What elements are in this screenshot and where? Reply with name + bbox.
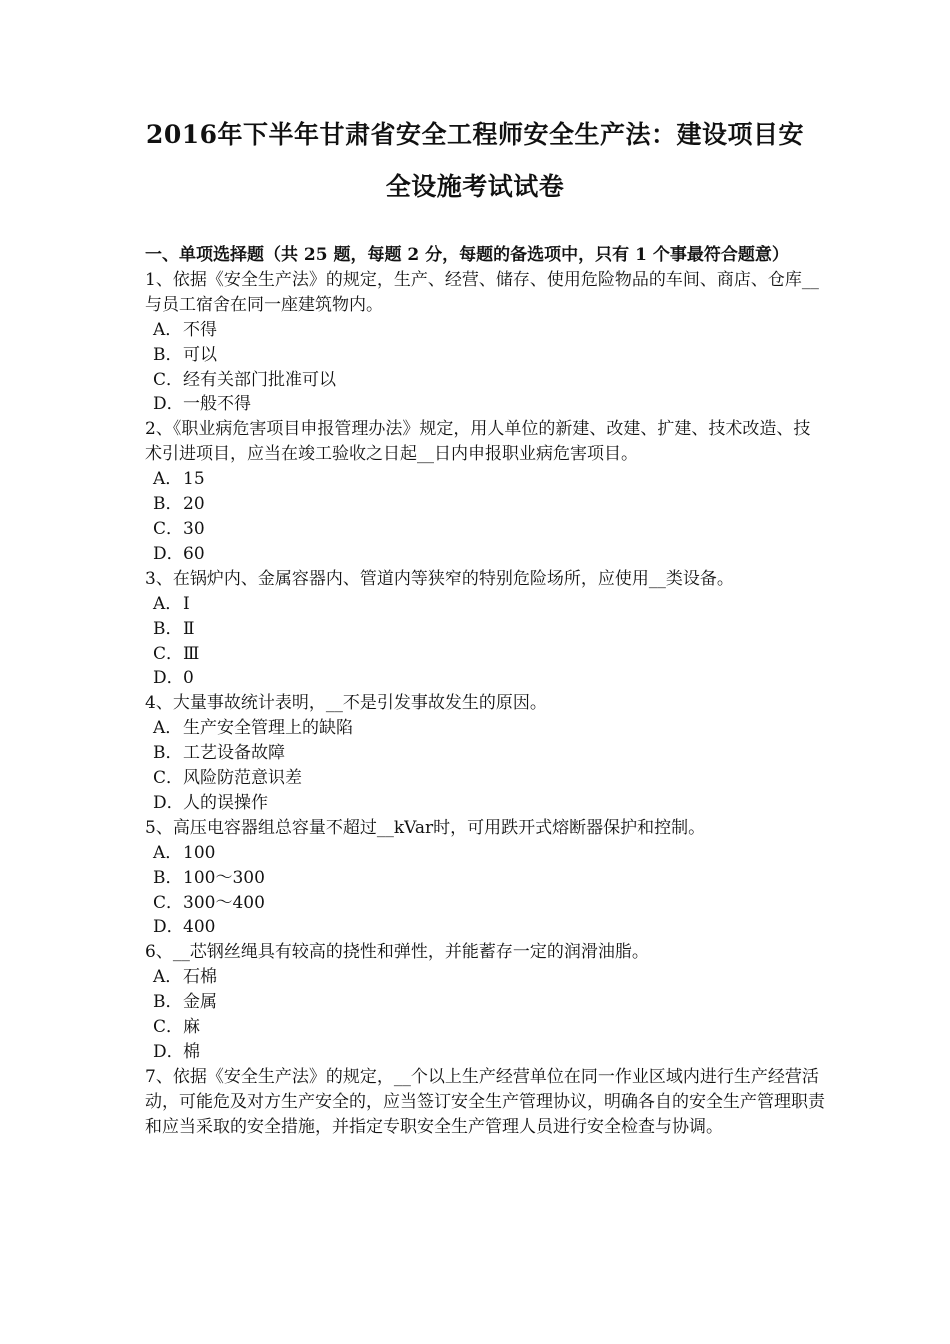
option (145, 617, 825, 642)
option (145, 915, 825, 940)
option-label: A． (153, 842, 183, 863)
option-text: 400 (183, 917, 216, 938)
question-text: 6、__芯钢丝绳具有较高的挠性和弹性，并能蓄存一定的润滑油脂。 (145, 942, 649, 963)
option-label: D． (153, 792, 184, 813)
option-text: 麻 (183, 1017, 200, 1038)
option (145, 368, 825, 393)
option (145, 343, 825, 368)
option-text: 300～400 (183, 892, 265, 913)
option (145, 642, 825, 667)
option (145, 492, 825, 517)
option-label: A． (153, 718, 183, 739)
option-label: C． (153, 892, 184, 913)
option (145, 741, 825, 766)
question-text: 4、大量事故统计表明，__不是引发事故发生的原因。 (145, 693, 547, 714)
question-text: 7、依据《安全生产法》的规定，__个以上生产经营单位在同一作业区域内进行生产经营活动，可能危及对方生产安全的，应当签订安全生产管理协议，明确各自的安全生产管理职责和应当采取的安全措施，并指定专职安全生产管理人员进行安全检查与协调。 (145, 1066, 825, 1137)
section-heading: 一、单项选择题（共 25 题，每题 2 分，每题的备选项中，只有 1 个事最符合题意） (145, 245, 789, 265)
option-text: 生产安全管理上的缺陷 (183, 718, 353, 739)
option-label: C． (153, 1017, 184, 1038)
option (145, 318, 825, 343)
option-text: Ⅱ (183, 618, 195, 639)
option-label: A． (153, 967, 183, 988)
option-label: D． (153, 668, 184, 689)
option (145, 766, 825, 791)
option-label: A． (153, 593, 183, 614)
option-text: Ⅲ (183, 643, 200, 664)
option (145, 866, 825, 891)
option-text: 100～300 (183, 867, 265, 888)
option-label: B． (153, 867, 183, 888)
option-label: D． (153, 1042, 184, 1062)
option-text: 30 (183, 518, 205, 539)
option (145, 392, 825, 417)
option-label: C． (153, 643, 184, 664)
option-label: C． (153, 518, 184, 539)
option-text: Ⅰ (183, 593, 190, 614)
document-title-line-1: 2016年下半年甘肃省安全工程师安全生产法：建设项目安 (145, 120, 805, 149)
option-label: A． (153, 469, 183, 490)
option-text: 风险防范意识差 (183, 768, 302, 789)
option (145, 1040, 825, 1065)
option (145, 1015, 825, 1040)
option-label: B． (153, 494, 183, 515)
option-text: 石棉 (183, 967, 217, 988)
option-text: 20 (183, 494, 205, 515)
question-text: 5、高压电容器组总容量不超过__kVar时，可用跌开式熔断器保护和控制。 (145, 817, 706, 838)
option-label: C． (153, 369, 184, 390)
option-label: B． (153, 618, 183, 639)
option (145, 517, 825, 542)
option-text: 可以 (183, 344, 217, 365)
option (145, 592, 825, 617)
question-text: 3、在锅炉内、金属容器内、管道内等狭窄的特别危险场所，应使用__类设备。 (145, 568, 734, 589)
option-label: D． (153, 917, 184, 938)
option (145, 891, 825, 916)
option (145, 965, 825, 990)
option-label: D． (153, 394, 184, 415)
option (145, 791, 825, 816)
document-title-line-2: 全设施考试试卷 (385, 172, 565, 201)
option (145, 716, 825, 741)
option-text: 金属 (183, 992, 217, 1013)
option-label: B． (153, 344, 183, 365)
option-text: 人的误操作 (183, 792, 268, 813)
option (145, 841, 825, 866)
option (145, 666, 825, 691)
option-text: 0 (183, 668, 194, 689)
document-body (145, 243, 825, 1140)
option-label: C． (153, 768, 184, 789)
option-label: A． (153, 319, 183, 340)
option-text: 不得 (183, 319, 217, 340)
option-text: 棉 (183, 1042, 200, 1062)
option-text: 60 (183, 543, 205, 564)
option-label: D． (153, 543, 184, 564)
option-label: B． (153, 992, 183, 1013)
option (145, 542, 825, 567)
option-text: 工艺设备故障 (183, 743, 285, 764)
option-text: 一般不得 (183, 394, 251, 415)
option-text: 经有关部门批准可以 (183, 369, 336, 390)
question-text: 2、《职业病危害项目申报管理办法》规定，用人单位的新建、改建、扩建、技术改造、技术引进项目，应当在竣工验收之日起__日内申报职业病危害项目。 (145, 419, 811, 465)
option-text: 100 (183, 842, 216, 863)
option-label: B． (153, 743, 183, 764)
option (145, 990, 825, 1015)
option-text: 15 (183, 469, 205, 490)
option (145, 467, 825, 492)
question-text: 1、依据《安全生产法》的规定，生产、经营、储存、使用危险物品的车间、商店、仓库__与员工宿舍在同一座建筑物内。 (145, 269, 819, 315)
